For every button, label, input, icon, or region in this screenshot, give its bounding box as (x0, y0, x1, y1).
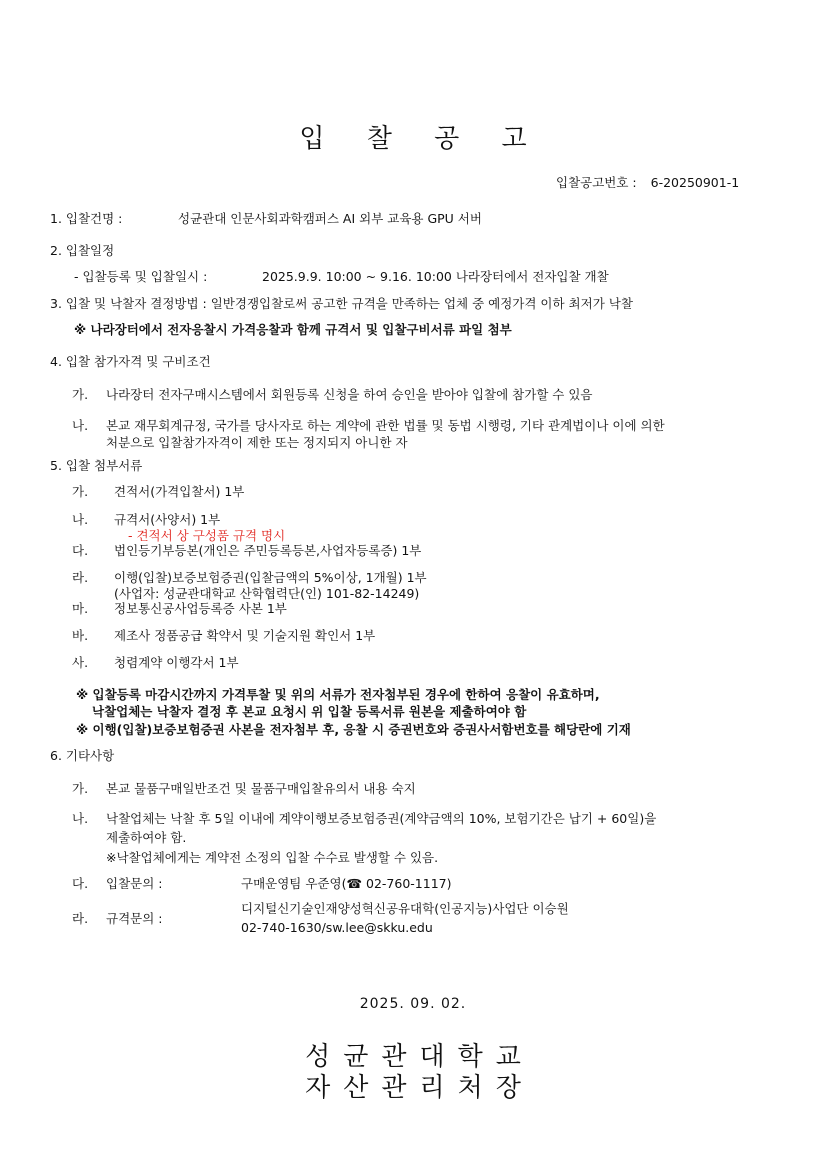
inquiry-label: 입찰문의 : (106, 876, 163, 891)
inquiry-contact (241, 874, 451, 892)
section-1-value: 성균관대 인문사회과학캠퍼스 AI 외부 교육용 GPU 서버 (178, 211, 482, 226)
section-6-item-marker: 가. (72, 781, 89, 796)
section-5-item-marker: 다. (72, 543, 89, 558)
section-5-item-marker: 바. (72, 628, 89, 643)
section-5-note: ※ 입찰등록 마감시간까지 가격투찰 및 위의 서류가 전자첨부된 경우에 한하여 응찰이 유효하며, (76, 687, 600, 702)
section-5-item-subnote: (사업자: 성균관대학교 산학협력단(인) 101-82-14249) (114, 586, 420, 601)
section-4-item-text: 본교 재무회계규정, 국가를 당사자로 하는 계약에 관한 법률 및 동법 시행령, 기타 관계법이나 이에 의한 (106, 418, 665, 433)
section-5-item-marker: 라. (72, 570, 89, 585)
section-5-item-text: 제조사 정품공급 확약서 및 기술지원 확인서 1부 (114, 628, 376, 643)
section-5-item-text: 견적서(가격입찰서) 1부 (114, 484, 245, 499)
inquiry-contact-name: 구매운영팀 우준영( (241, 876, 347, 891)
section-2-label: - 입찰등록 및 입찰일시 : (74, 269, 208, 284)
inquiry-contact-phone: 02-760-1117) (362, 876, 452, 891)
section-5-item-marker: 가. (72, 484, 89, 499)
section-4-heading: 4. 입찰 참가자격 및 구비조건 (50, 354, 211, 369)
section-5-item-marker: 사. (72, 655, 89, 670)
section-6-heading: 6. 기타사항 (50, 748, 115, 763)
section-4-item-marker: 나. (72, 418, 89, 433)
notice-number-value: 6-20250901-1 (650, 175, 740, 190)
section-5-item-text: 정보통신공사업등록증 사본 1부 (114, 601, 287, 616)
section-1-label: 1. 입찰건명 : (50, 211, 123, 226)
section-4-item-text-cont: 처분으로 입찰참가자격이 제한 또는 정지되지 아니한 자 (106, 435, 408, 450)
announcement-date: 2025. 09. 02. (359, 996, 467, 1012)
section-2-value: 2025.9.9. 10:00 ~ 9.16. 10:00 나라장터에서 전자입찰 개찰 (262, 269, 609, 284)
spec-inquiry-dept: 디지털신기술인재양성혁신공유대학(인공지능)사업단 이승원 (241, 901, 569, 916)
notice-number (556, 173, 739, 191)
section-6-item-text: 낙찰업체는 낙찰 후 5일 이내에 계약이행보증보험증권(계약금액의 10%, 보험기간은 납기 + 60일)을 (106, 811, 657, 826)
section-5-item-text: 이행(입찰)보증보험증권(입찰금액의 5%이상, 1개월) 1부 (114, 570, 427, 585)
section-4-item-text: 나라장터 전자구매시스템에서 회원등록 신청을 하여 승인을 받아야 입찰에 참가할 수 있음 (106, 387, 593, 402)
section-6-item-text: 본교 물품구매일반조건 및 물품구매입찰유의서 내용 숙지 (106, 781, 416, 796)
section-6-item-marker: 다. (72, 876, 89, 891)
section-4-item-marker: 가. (72, 387, 89, 402)
section-2-heading: 2. 입찰일정 (50, 243, 115, 258)
section-5-note: ※ 이행(입찰)보증보험증권 사본을 전자첨부 후, 응찰 시 증권번호와 증권사서함번호를 해당란에 기재 (76, 722, 631, 737)
section-5-heading: 5. 입찰 첨부서류 (50, 458, 143, 473)
section-5-item-marker: 나. (72, 512, 89, 527)
section-5-item-text: 법인등기부등본(개인은 주민등록등본,사업자등록증) 1부 (114, 543, 422, 558)
section-5-item-text: 규격서(사양서) 1부 (114, 512, 221, 527)
phone-icon: ☎ (346, 876, 363, 891)
org-department: 자산관리처장 (305, 1073, 534, 1103)
section-3-line: 3. 입찰 및 낙찰자 결정방법 : 일반경쟁입찰로써 공고한 규격을 만족하는 업체 중 예정가격 이하 최저가 낙찰 (50, 296, 633, 311)
section-5-item-subnote: - 견적서 상 구성품 규격 명시 (128, 528, 286, 543)
section-6-item-marker: 라. (72, 911, 89, 926)
document-title: 입 찰 공 고 (299, 124, 544, 154)
notice-number-label: 입찰공고번호 : (556, 175, 637, 190)
section-5-item-marker: 마. (72, 601, 89, 616)
section-5-note: 낙찰업체는 낙찰자 결정 후 본교 요청시 위 입찰 등록서류 원본을 제출하여야 함 (92, 704, 527, 719)
section-6-item-marker: 나. (72, 811, 89, 826)
spec-inquiry-label: 규격문의 : (106, 911, 163, 926)
spec-inquiry-contact: 02-740-1630/sw.lee@skku.edu (241, 920, 433, 935)
section-5-item-text: 청렴계약 이행각서 1부 (114, 655, 239, 670)
section-6-item-text-cont: 제출하여야 함. (106, 830, 187, 845)
section-6-item-note: ※낙찰업체에게는 계약전 소정의 입찰 수수료 발생할 수 있음. (106, 850, 439, 865)
section-3-note: ※ 나라장터에서 전자응찰시 가격응찰과 함께 규격서 및 입찰구비서류 파일 첨부 (74, 322, 512, 337)
org-name: 성균관대학교 (305, 1042, 534, 1072)
